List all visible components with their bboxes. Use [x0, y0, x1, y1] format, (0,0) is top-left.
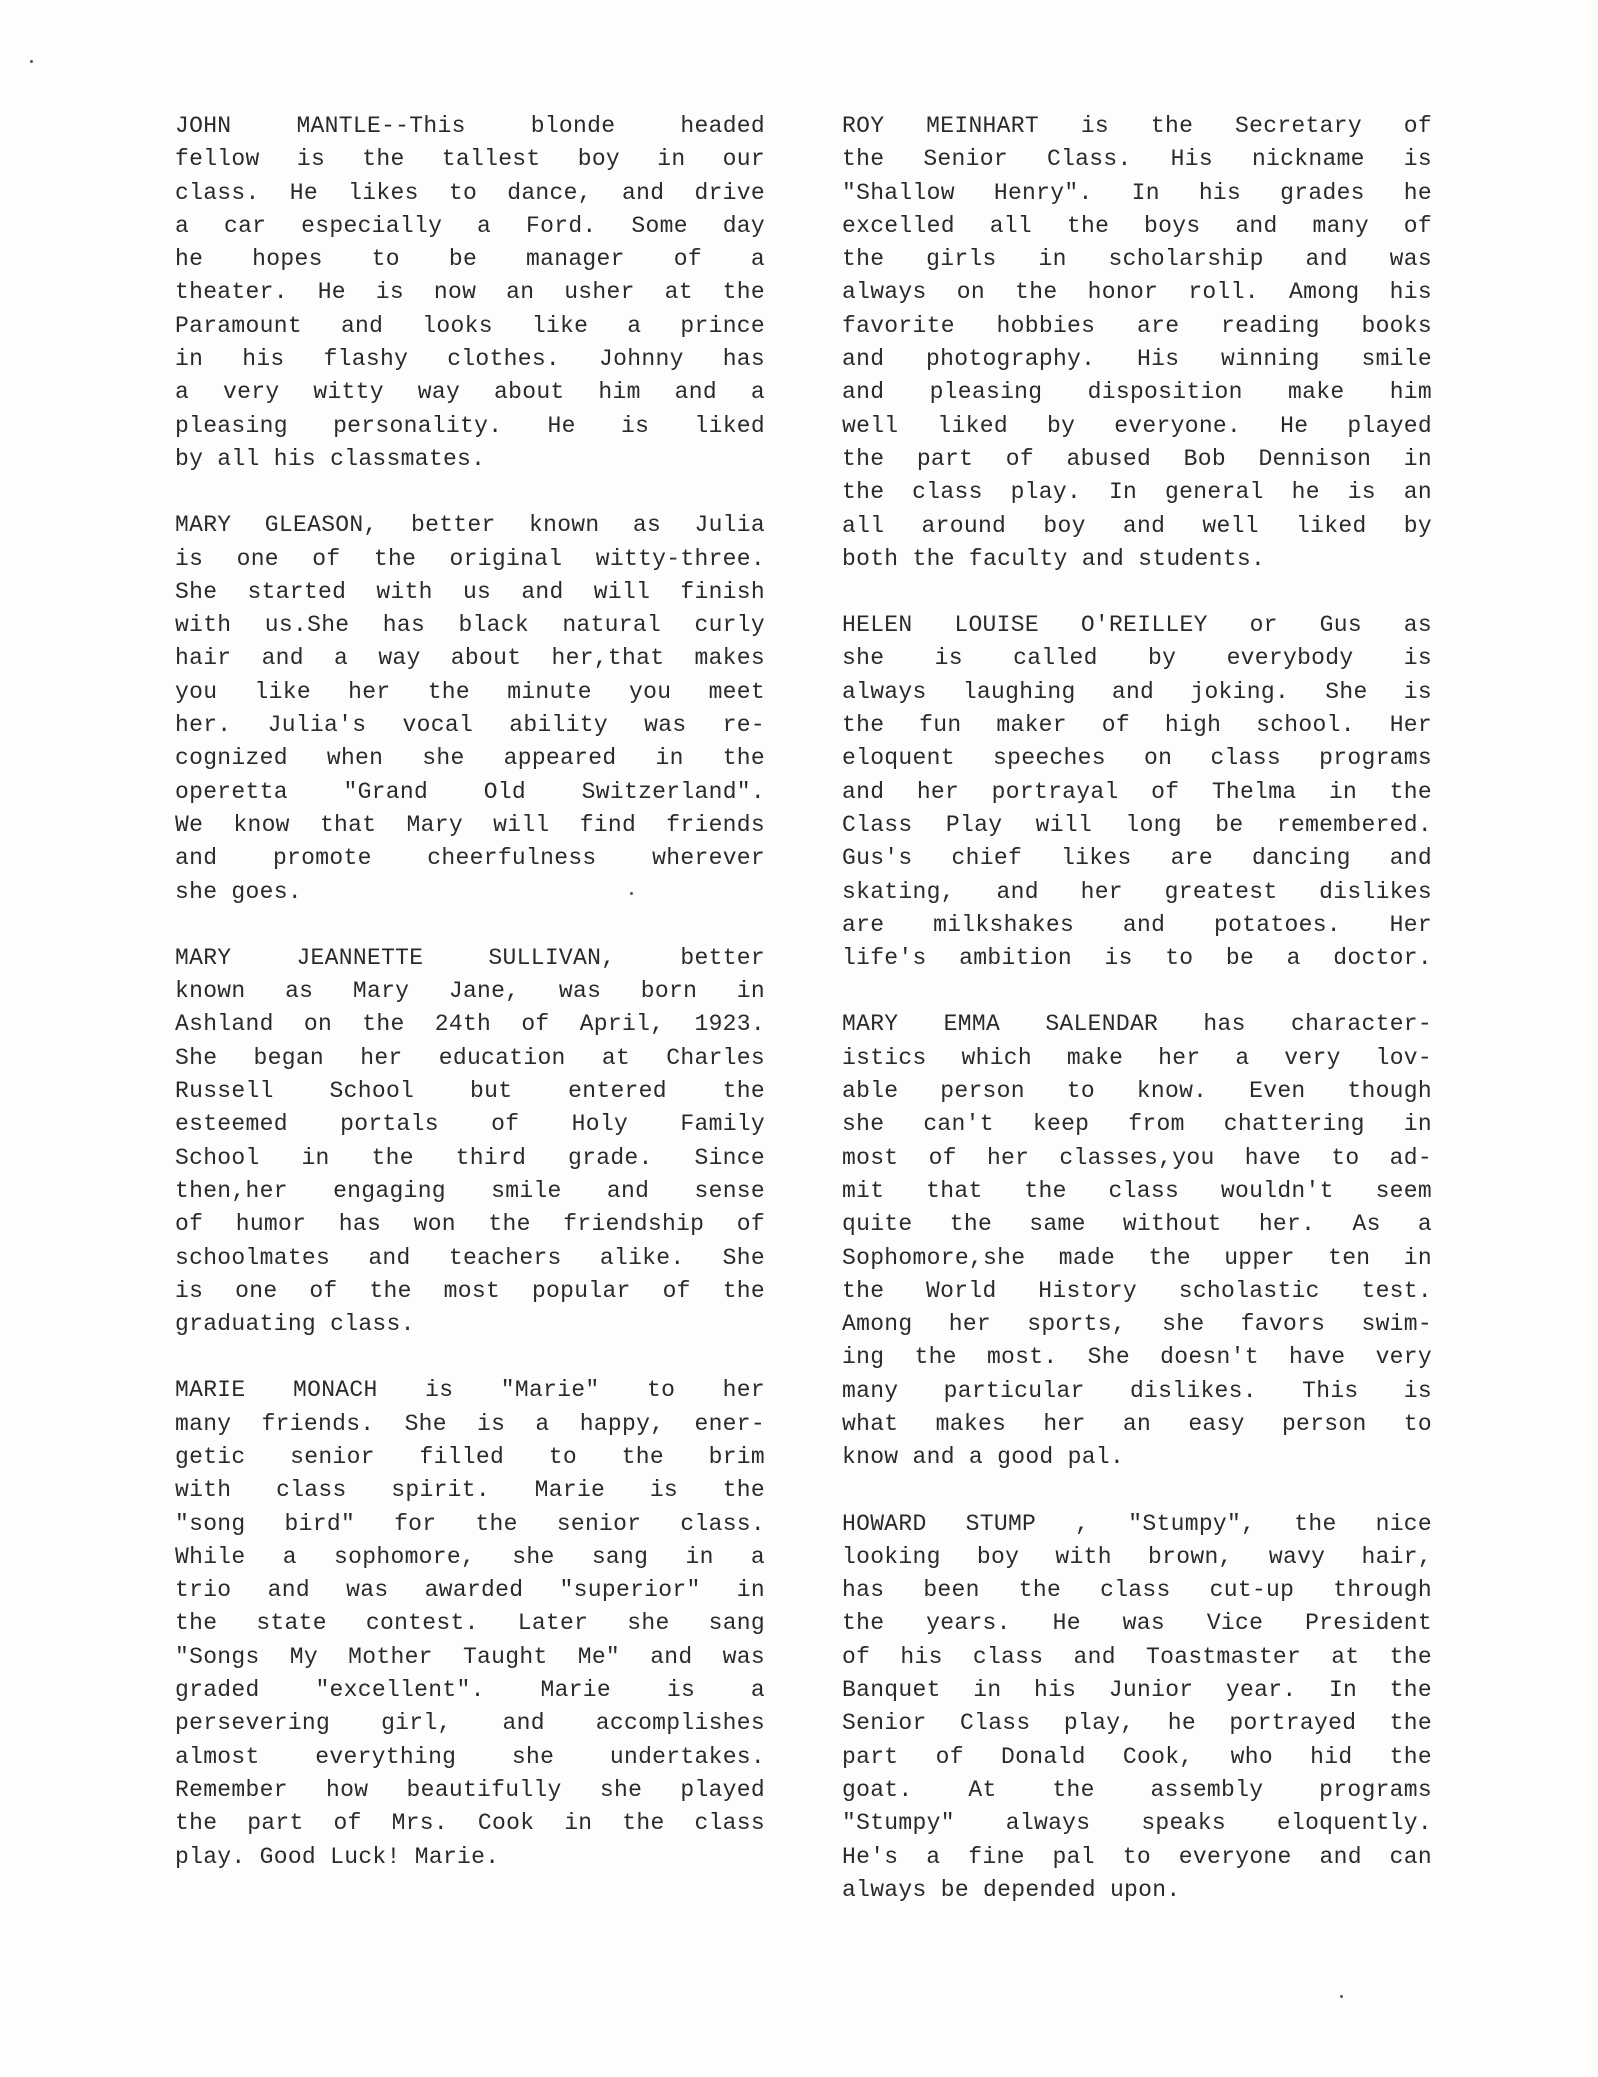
- text-line: what makes her an easy person to: [842, 1410, 1432, 1437]
- text-line: most of her classes,you have to ad-: [842, 1144, 1432, 1171]
- biography-howard-stump: [842, 1508, 1432, 1908]
- text-line: MARY JEANNETTE SULLIVAN, better: [175, 944, 765, 971]
- text-line: has been the class cut-up through: [842, 1577, 1432, 1604]
- text-line: Ashland on the 24th of April, 1923.: [175, 1011, 765, 1038]
- text-line: cognized when she appeared in the: [175, 745, 765, 772]
- text-line: and promote cheerfulness wherever: [175, 845, 765, 872]
- text-line: she goes.: [175, 878, 302, 905]
- text-line: School in the third grade. Since: [175, 1144, 765, 1171]
- text-line: pleasing personality. He is liked: [175, 412, 765, 439]
- text-line: excelled all the boys and many of: [842, 212, 1432, 239]
- text-line: HELEN LOUISE O'REILLEY or Gus as: [842, 612, 1432, 639]
- text-line: all around boy and well liked by: [842, 512, 1432, 539]
- text-line: always be depended upon.: [842, 1876, 1181, 1903]
- text-line: Russell School but entered the: [175, 1078, 765, 1105]
- text-line: many friends. She is a happy, ener-: [175, 1410, 765, 1437]
- text-line: and photography. His winning smile: [842, 346, 1432, 373]
- text-line: quite the same without her. As a: [842, 1211, 1432, 1238]
- right-column: [842, 110, 1432, 1940]
- text-line: she is called by everybody is: [842, 645, 1432, 672]
- text-line: the girls in scholarship and was: [842, 246, 1432, 273]
- text-line: ROY MEINHART is the Secretary of: [842, 113, 1432, 139]
- text-line: persevering girl, and accomplishes: [175, 1710, 765, 1737]
- text-line: a very witty way about him and a: [175, 379, 765, 406]
- text-line: skating, and her greatest dislikes: [842, 878, 1432, 905]
- text-line: theater. He is now an usher at the: [175, 279, 765, 306]
- biography-john-mantle: [175, 110, 765, 476]
- text-line: While a sophomore, she sang in a: [175, 1543, 765, 1570]
- text-line: MARIE MONACH is "Marie" to her: [175, 1377, 765, 1404]
- scan-speck: [630, 892, 633, 895]
- biography-roy-meinhart: [842, 110, 1432, 576]
- text-line: "song bird" for the senior class.: [175, 1510, 765, 1537]
- text-line: the part of Mrs. Cook in the class: [175, 1810, 765, 1837]
- text-line: in his flashy clothes. Johnny has: [175, 346, 765, 373]
- text-line: HOWARD STUMP , "Stumpy", the nice: [842, 1510, 1432, 1537]
- text-line: Among her sports, she favors swim-: [842, 1311, 1432, 1338]
- text-line: MARY GLEASON, better known as Julia: [175, 512, 765, 539]
- text-line: well liked by everyone. He played: [842, 412, 1432, 439]
- text-line: Class Play will long be remembered.: [842, 811, 1432, 838]
- text-line: with class spirit. Marie is the: [175, 1477, 765, 1504]
- text-line: know and a good pal.: [842, 1444, 1125, 1471]
- text-line: fellow is the tallest boy in our: [175, 146, 765, 173]
- text-line: Sophomore,she made the upper ten in: [842, 1244, 1432, 1271]
- text-line: the World History scholastic test.: [842, 1277, 1432, 1304]
- text-line: you like her the minute you meet: [175, 678, 765, 705]
- text-line: he hopes to be manager of a: [175, 246, 765, 273]
- biography-mary-gleason: [175, 509, 765, 909]
- text-line: of his class and Toastmaster at the: [842, 1643, 1432, 1670]
- text-line: play. Good Luck! Marie.: [175, 1843, 500, 1870]
- text-line: Gus's chief likes are dancing and: [842, 845, 1432, 872]
- text-line: eloquent speeches on class programs: [842, 745, 1432, 772]
- biography-helen-louise-oreilley: [842, 609, 1432, 975]
- text-line: trio and was awarded "superior" in: [175, 1577, 765, 1604]
- biography-mary-emma-salendar: [842, 1008, 1432, 1474]
- text-line: of humor has won the friendship of: [175, 1211, 765, 1238]
- text-line: "Songs My Mother Taught Me" and was: [175, 1643, 765, 1670]
- text-line: known as Mary Jane, was born in: [175, 978, 765, 1005]
- text-line: almost everything she undertakes.: [175, 1743, 765, 1770]
- text-line: Senior Class play, he portrayed the: [842, 1710, 1432, 1737]
- biography-marie-monach: [175, 1374, 765, 1873]
- text-line: She started with us and will finish: [175, 578, 765, 605]
- text-line: both the faculty and students.: [842, 545, 1266, 572]
- text-line: her. Julia's vocal ability was re-: [175, 712, 765, 739]
- biography-mary-jeannette-sullivan: [175, 942, 765, 1342]
- text-line: the state contest. Later she sang: [175, 1610, 765, 1637]
- text-line: always on the honor roll. Among his: [842, 279, 1432, 306]
- text-line: favorite hobbies are reading books: [842, 312, 1432, 339]
- left-column: [175, 110, 765, 1907]
- text-line: Banquet in his Junior year. In the: [842, 1677, 1432, 1704]
- text-line: is one of the most popular of the: [175, 1277, 765, 1304]
- text-line: many particular dislikes. This is: [842, 1377, 1432, 1404]
- text-line: are milkshakes and potatoes. Her: [842, 911, 1432, 938]
- text-line: She began her education at Charles: [175, 1044, 765, 1071]
- text-line: graduating class.: [175, 1311, 415, 1338]
- text-line: "Shallow Henry". In his grades he: [842, 179, 1432, 206]
- text-line: esteemed portals of Holy Family: [175, 1111, 765, 1138]
- text-line: We know that Mary will find friends: [175, 811, 765, 838]
- text-line: class. He likes to dance, and drive: [175, 179, 765, 206]
- text-line: and her portrayal of Thelma in the: [842, 778, 1432, 805]
- text-line: then,her engaging smile and sense: [175, 1177, 765, 1204]
- text-line: life's ambition is to be a doctor.: [842, 945, 1432, 972]
- text-line: goat. At the assembly programs: [842, 1776, 1432, 1803]
- text-line: she can't keep from chattering in: [842, 1111, 1432, 1138]
- text-line: JOHN MANTLE--This blonde headed: [175, 113, 765, 139]
- text-line: the years. He was Vice President: [842, 1610, 1432, 1637]
- text-line: graded "excellent". Marie is a: [175, 1677, 765, 1704]
- text-line: the part of abused Bob Dennison in: [842, 445, 1432, 472]
- text-line: operetta "Grand Old Switzerland".: [175, 778, 765, 805]
- text-line: MARY EMMA SALENDAR has character-: [842, 1011, 1432, 1038]
- text-line: the Senior Class. His nickname is: [842, 146, 1432, 173]
- text-line: always laughing and joking. She is: [842, 678, 1432, 705]
- text-line: a car especially a Ford. Some day: [175, 212, 765, 239]
- text-line: getic senior filled to the brim: [175, 1443, 765, 1470]
- text-line: part of Donald Cook, who hid the: [842, 1743, 1432, 1770]
- text-line: istics which make her a very lov-: [842, 1044, 1432, 1071]
- text-line: by all his classmates.: [175, 445, 486, 472]
- scan-speck: [1340, 1995, 1343, 1998]
- text-line: looking boy with brown, wavy hair,: [842, 1543, 1432, 1570]
- text-line: mit that the class wouldn't seem: [842, 1177, 1432, 1204]
- text-line: is one of the original witty-three.: [175, 545, 765, 572]
- text-line: He's a fine pal to everyone and can: [842, 1843, 1432, 1870]
- text-line: with us.She has black natural curly: [175, 612, 765, 639]
- text-line: the fun maker of high school. Her: [842, 712, 1432, 739]
- scan-speck: [30, 60, 33, 63]
- text-line: Paramount and looks like a prince: [175, 312, 765, 339]
- text-line: and pleasing disposition make him: [842, 379, 1432, 406]
- text-line: schoolmates and teachers alike. She: [175, 1244, 765, 1271]
- text-line: able person to know. Even though: [842, 1078, 1432, 1105]
- text-line: the class play. In general he is an: [842, 479, 1432, 506]
- text-line: Remember how beautifully she played: [175, 1776, 765, 1803]
- text-line: "Stumpy" always speaks eloquently.: [842, 1810, 1432, 1837]
- text-line: ing the most. She doesn't have very: [842, 1344, 1432, 1371]
- text-line: hair and a way about her,that makes: [175, 645, 765, 672]
